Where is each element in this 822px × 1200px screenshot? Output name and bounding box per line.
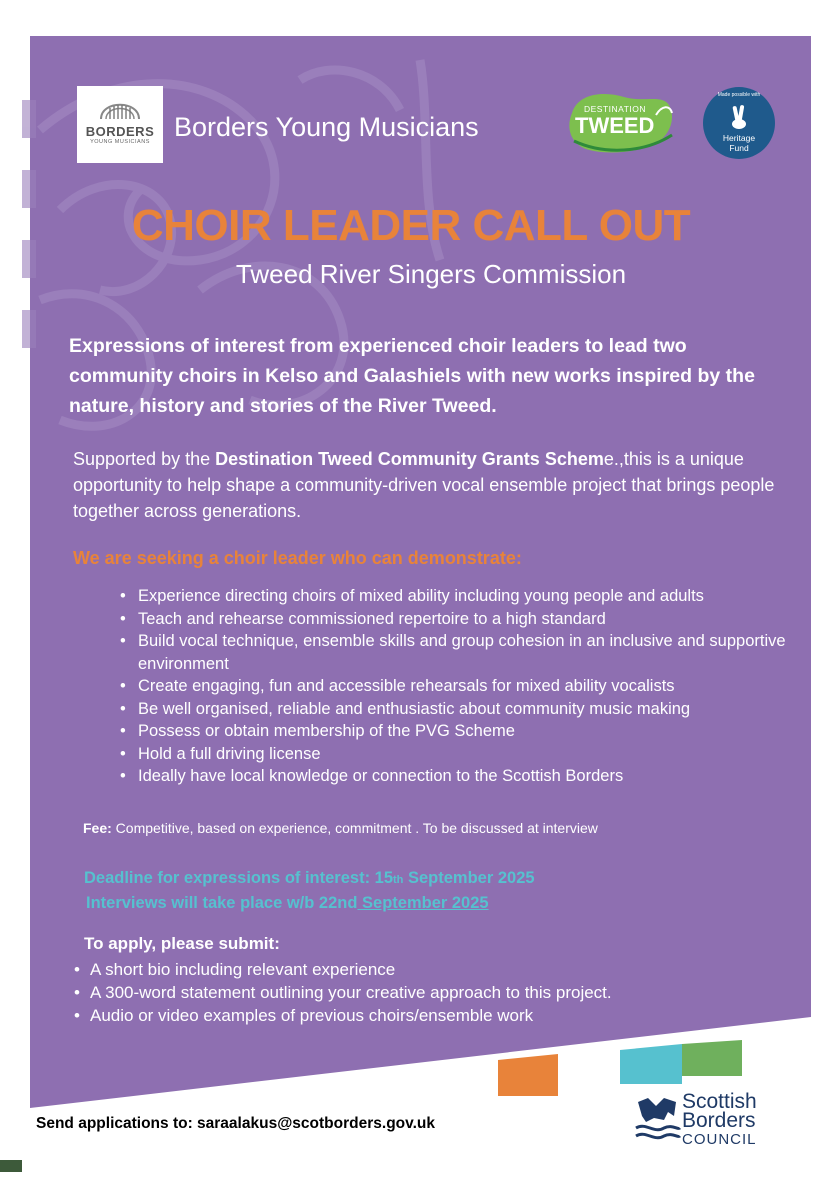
colour-blocks	[498, 1040, 744, 1096]
support-bold: Destination Tweed Community Grants Schem	[215, 449, 604, 469]
council-line2: Borders	[682, 1109, 756, 1132]
interviews-line: Interviews will take place w/b 22nd September 2025	[86, 894, 489, 912]
heritage-small-text: Made possible with	[717, 92, 761, 98]
list-item: • Ideally have local knowledge or connection to the Scottish Borders	[120, 767, 624, 785]
support-before: Supported by the	[73, 449, 216, 469]
list-item: • Build vocal technique, ensemble skills and group cohesion in an inclusive and supportive environment	[120, 632, 786, 673]
destination-tweed-small: DESTINATION	[584, 104, 647, 114]
list-item: • Create engaging, fun and accessible rehearsals for mixed ability vocalists	[120, 677, 675, 695]
list-item: • Possess or obtain membership of the PVG Scheme	[120, 722, 515, 740]
deadline-line: Deadline for expressions of interest: 15th September 2025	[84, 869, 535, 887]
logo-subtitle: YOUNG MUSICIANS	[90, 139, 150, 145]
corner-photo-fragment	[0, 1160, 22, 1172]
support-paragraph	[73, 446, 793, 524]
council-line3: COUNCIL	[682, 1131, 757, 1148]
list-item: • Experience directing choirs of mixed ability including young people and adults	[120, 587, 704, 605]
destination-tweed-wordmark: TWEED	[575, 113, 655, 138]
list-item: • Be well organised, reliable and enthusiastic about community music making	[120, 699, 691, 718]
fee-label: Fee:	[83, 820, 112, 836]
council-line1: Scottish	[682, 1090, 757, 1113]
subheading: Tweed River Singers Commission	[235, 259, 627, 289]
send-applications: Send applications to: saraalakus@scotborders.gov.uk	[36, 1115, 435, 1132]
council-wordmark	[682, 1092, 757, 1149]
requirements-list	[120, 585, 790, 788]
apply-list	[74, 958, 774, 1027]
org-title: Borders Young Musicians	[174, 112, 479, 142]
list-item: • A 300-word statement outlining your creative approach to this project.	[74, 983, 612, 1002]
council-crest-icon	[634, 1094, 682, 1146]
logo-wordmark: BORDERS	[85, 124, 155, 139]
intro-paragraph: Expressions of interest from experienced choir leaders to lead two community choirs in Kelso and Galashiels with new works inspired by the nature, history and stories of the River Tweed.	[69, 335, 755, 417]
keyboard-arch-icon	[77, 86, 163, 126]
list-item: • Hold a full driving license	[120, 744, 321, 763]
fee-line	[83, 820, 598, 836]
fee-text: Competitive, based on experience, commitment . To be discussed at interview	[111, 820, 598, 836]
main-heading: CHOIR LEADER CALL OUT	[131, 201, 691, 250]
heritage-fund: Fund	[729, 143, 749, 153]
heritage-name: Heritage	[722, 133, 756, 143]
heritage-fund-text	[704, 133, 774, 153]
deadline-ordinal: th	[393, 874, 404, 886]
list-item: • Teach and rehearse commissioned repertoire to a high standard	[120, 609, 606, 628]
list-item: • Audio or video examples of previous choirs/ensemble work	[74, 1006, 534, 1025]
borders-young-musicians-logo	[77, 86, 163, 163]
apply-heading: To apply, please submit:	[84, 934, 280, 953]
interviews-date: September 2025	[357, 894, 489, 912]
list-item: • A short bio including relevant experience	[74, 960, 396, 979]
seeking-heading: We are seeking a choir leader who can demonstrate:	[73, 548, 522, 568]
support-after: e.,this is a unique opportunity to help shape a community-driven vocal ensemble project that brings people together across generations.	[73, 449, 775, 521]
